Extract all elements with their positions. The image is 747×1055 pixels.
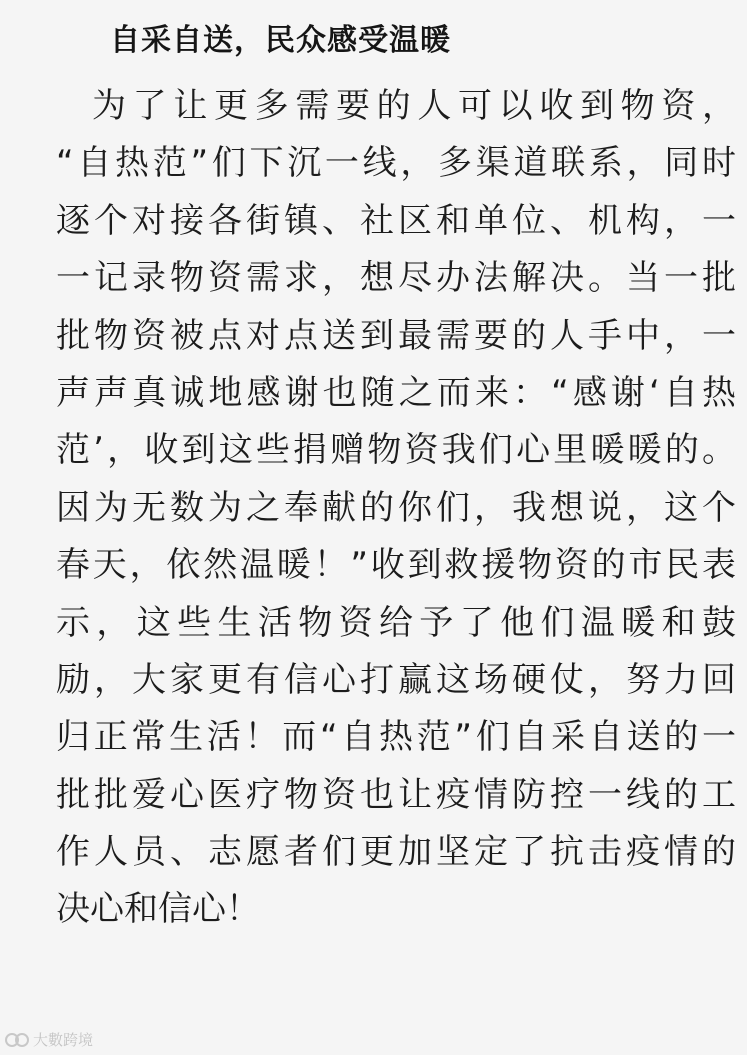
watermark-logo-icon [4, 1031, 30, 1049]
body-line: 示，这些生活物资给予了他们温暖和鼓 [56, 602, 736, 643]
body-line: 逐个对接各街镇、社区和单位、机构，一 [56, 200, 736, 241]
body-line: “自热范”们下沉一线，多渠道联系，同时 [56, 143, 736, 184]
body-line: 范’，收到这些捐赠物资我们心里暖暖的。 [56, 430, 736, 471]
body-line: 春天，依然温暖！”收到救援物资的市民表 [56, 545, 736, 586]
body-line: 批物资被点对点送到最需要的人手中，一 [56, 315, 736, 356]
body-line: 作人员、志愿者们更加坚定了抗击疫情的 [56, 832, 736, 873]
body-line: 一记录物资需求，想尽办法解决。当一批 [56, 258, 736, 299]
article-body [56, 78, 736, 939]
body-line: 归正常生活！而“自热范”们自采自送的一 [56, 717, 736, 758]
body-line: 声声真诚地感谢也随之而来：“感谢‘自热 [56, 372, 736, 413]
body-line: 因为无数为之奉献的你们，我想说，这个 [56, 487, 736, 528]
watermark-text: 大數跨境 [33, 1031, 94, 1049]
body-line: 励，大家更有信心打赢这场硬仗，努力回 [56, 659, 736, 700]
section-heading: 自采自送，民众感受温暖 [110, 23, 451, 58]
body-line: 为了让更多需要的人可以收到物资， [92, 86, 736, 126]
body-line: 决心和信心！ [56, 889, 260, 930]
watermark [4, 1030, 93, 1050]
body-line: 批批爱心医疗物资也让疫情防控一线的工 [56, 774, 736, 815]
